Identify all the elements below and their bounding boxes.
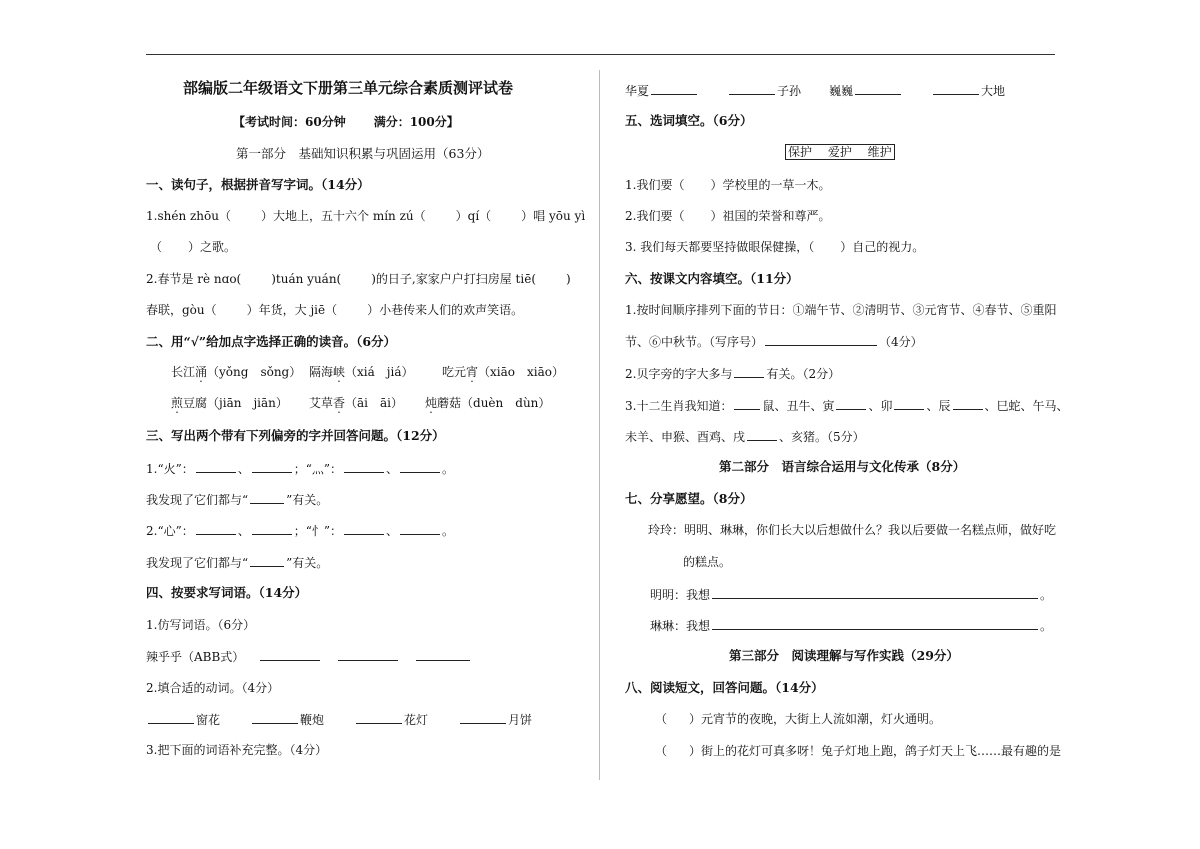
q1-line1b bbox=[150, 239, 236, 255]
q4-sub2: 2.填合适的动词。（4分） bbox=[146, 681, 280, 695]
blank[interactable] bbox=[765, 333, 877, 346]
q5-line3 bbox=[625, 239, 924, 255]
q2-text: （yǒng sǒng） bbox=[207, 365, 302, 379]
q1-text: 2.春节是 rè nɑo( bbox=[146, 272, 242, 286]
exam-title: 部编版二年级语文下册第三单元综合素质测评试卷 bbox=[183, 79, 514, 97]
q8-line2 bbox=[655, 743, 1061, 759]
q8-text: （ bbox=[655, 712, 668, 726]
q4-text: 鞭炮 bbox=[300, 713, 325, 727]
blank[interactable] bbox=[747, 428, 777, 441]
exam-score: 满分：100分】 bbox=[373, 115, 459, 129]
blank[interactable] bbox=[836, 397, 866, 410]
q7-line2: 的糕点。 bbox=[683, 555, 732, 569]
blank[interactable] bbox=[196, 522, 236, 535]
q3-text: ”有关。 bbox=[286, 493, 329, 507]
q7-answer-2 bbox=[650, 617, 1052, 634]
q2-text: 艾草 bbox=[309, 396, 334, 410]
q1-line3 bbox=[146, 302, 523, 318]
q5-text: 1.我们要（ bbox=[625, 178, 685, 192]
top-rule bbox=[146, 54, 1055, 55]
q4-text: 花灯 bbox=[404, 713, 429, 727]
word-choice-box: 保护 爱护 维护 bbox=[785, 144, 895, 160]
q2-dotted-char: 炖 bbox=[425, 396, 438, 410]
blank[interactable] bbox=[651, 82, 697, 95]
q7-line1: 玲玲：明明、琳琳，你们长大以后想做什么？我以后要做一名糕点师，做好吃 bbox=[648, 523, 1057, 537]
blank[interactable] bbox=[250, 554, 284, 567]
q6-text: 有关。（2分） bbox=[766, 367, 841, 381]
blank[interactable] bbox=[252, 522, 292, 535]
q6-text: 未羊、申猴、酉鸡、戌 bbox=[625, 430, 746, 444]
q8-line1 bbox=[655, 711, 941, 727]
q2-word-5 bbox=[309, 395, 403, 411]
q1-title: 一、读句子，根据拼音写字词。（14分） bbox=[146, 177, 370, 192]
q2-text: 隔海 bbox=[309, 365, 334, 379]
blank[interactable] bbox=[260, 648, 320, 661]
q6-text: 、亥猪。（5分） bbox=[779, 430, 865, 444]
q3-text: 。 bbox=[442, 462, 455, 476]
q2-text: 长江 bbox=[171, 365, 196, 379]
q2-word-1 bbox=[171, 364, 301, 380]
q1-text: ）年货，大 jiē（ bbox=[246, 303, 338, 317]
q3-text: 。 bbox=[442, 524, 455, 538]
q1-text: ）之歌。 bbox=[188, 240, 237, 254]
q2-text: （xiá jiá） bbox=[345, 365, 414, 379]
blank[interactable] bbox=[196, 460, 236, 473]
q2-text: 豆腐（jiān jiān） bbox=[183, 396, 288, 410]
q4-text: 月饼 bbox=[508, 713, 533, 727]
q6-text: 、巳蛇、午马、 bbox=[984, 399, 1069, 413]
q4-sub3: 3.把下面的词语补充完整。（4分） bbox=[146, 743, 328, 757]
q3-line2 bbox=[146, 491, 328, 508]
q5-title: 五、选词填空。（6分） bbox=[625, 113, 753, 128]
q2-dotted-char: 宵 bbox=[466, 365, 479, 379]
q3-title: 三、写出两个带有下列偏旁的字并回答问题。（12分） bbox=[146, 428, 445, 443]
q6-text: （4分） bbox=[879, 335, 923, 349]
q4-title: 四、按要求写词语。（14分） bbox=[146, 585, 308, 600]
q2-title: 二、用“√”给加点字选择正确的读音。（6分） bbox=[146, 334, 397, 349]
q4-example bbox=[146, 648, 472, 665]
blank[interactable] bbox=[729, 82, 775, 95]
blank[interactable] bbox=[894, 397, 924, 410]
blank[interactable] bbox=[400, 522, 440, 535]
exam-meta bbox=[233, 114, 459, 130]
q2-text: 吃元 bbox=[442, 365, 467, 379]
q5-text: ）祖国的荣誉和尊严。 bbox=[710, 209, 831, 223]
q6-text: 鼠、丑牛、寅 bbox=[762, 399, 835, 413]
blank[interactable] bbox=[734, 365, 764, 378]
q1-text: 1.shén zhōu（ bbox=[146, 209, 231, 223]
q6-text: 节、⑥中秋节。（写序号） bbox=[625, 335, 764, 349]
q1-line1 bbox=[146, 208, 585, 224]
answer-line[interactable] bbox=[712, 586, 1038, 599]
q4-text: 大地 bbox=[981, 84, 1006, 98]
q2-dotted-char: 香 bbox=[333, 396, 346, 410]
q4-verbs bbox=[146, 711, 532, 728]
q4-sub1: 1.仿写词语。（6分） bbox=[146, 618, 256, 632]
q7-answer-1 bbox=[650, 586, 1052, 603]
q5-text: 3. 我们每天都要坚持做眼保健操，（ bbox=[625, 240, 815, 254]
q6-text: 、卯 bbox=[868, 399, 893, 413]
q4-text: 巍巍 bbox=[829, 84, 854, 98]
q1-text: ) bbox=[566, 272, 571, 286]
q6-line1: 1.按时间顺序排列下面的节日：①端午节、②清明节、③元宵节、④春节、⑤重阳 bbox=[625, 303, 1057, 317]
q2-word-4 bbox=[171, 395, 288, 411]
q3-line3 bbox=[146, 522, 454, 539]
q7-text: 。 bbox=[1040, 619, 1053, 633]
q3-text: 、 bbox=[237, 462, 250, 476]
q3-line4 bbox=[146, 554, 328, 571]
blank[interactable] bbox=[416, 648, 470, 661]
q8-title: 八、阅读短文，回答问题。（14分） bbox=[625, 680, 824, 695]
answer-line[interactable] bbox=[712, 617, 1038, 630]
q1-text: （ bbox=[150, 240, 163, 254]
exam-time: 【考试时间：60分钟 bbox=[233, 115, 346, 129]
q5-line2 bbox=[625, 208, 830, 224]
blank[interactable] bbox=[338, 648, 398, 661]
q6-text: 2.贝字旁的字大多与 bbox=[625, 367, 733, 381]
q3-text: ；“忄”： bbox=[293, 524, 343, 538]
q2-word-2 bbox=[309, 364, 414, 380]
q3-text: 我发现了它们都与“ bbox=[146, 493, 249, 507]
q1-line2 bbox=[146, 271, 571, 287]
q1-text: )tuán yuán( bbox=[271, 272, 342, 286]
q8-text: （ bbox=[655, 744, 668, 758]
q3-text: 、 bbox=[237, 524, 250, 538]
q2-text: （xiāo xiāo） bbox=[478, 365, 565, 379]
q2-text: （āi āi） bbox=[345, 396, 404, 410]
blank[interactable] bbox=[344, 460, 384, 473]
q3-text: 、 bbox=[386, 462, 399, 476]
q4-fill-words bbox=[625, 82, 1005, 99]
blank[interactable] bbox=[734, 397, 760, 410]
q5-text: ）自己的视力。 bbox=[840, 240, 925, 254]
q6-line4 bbox=[625, 397, 1069, 414]
part2-title: 第二部分 语言综合运用与文化传承（8分） bbox=[719, 459, 966, 474]
q4-text: 子孙 bbox=[777, 84, 802, 98]
q3-text: 我发现了它们都与“ bbox=[146, 556, 249, 570]
q1-text: ）qí（ bbox=[455, 209, 492, 223]
q3-text: ”有关。 bbox=[286, 556, 329, 570]
q2-dotted-char: 峡 bbox=[333, 365, 346, 379]
q2-word-3 bbox=[442, 364, 564, 380]
q2-dotted-char: 煎 bbox=[171, 396, 184, 410]
q1-text: ）大地上，五十六个 mín zú（ bbox=[261, 209, 426, 223]
part1-title: 第一部分 基础知识积累与巩固运用（63分） bbox=[236, 146, 490, 161]
q3-text: ；“灬”： bbox=[293, 462, 343, 476]
q6-line5 bbox=[625, 428, 865, 445]
blank[interactable] bbox=[344, 522, 384, 535]
q4-text: 辣乎乎（ABB式） bbox=[146, 650, 245, 664]
q8-text: ）街上的花灯可真多呀！兔子灯地上跑，鸽子灯天上飞……最有趣的是 bbox=[689, 744, 1062, 758]
q2-text: 蘑菇（duèn dùn） bbox=[437, 396, 551, 410]
q3-text: 1.“火”： bbox=[146, 462, 194, 476]
q3-text: 、 bbox=[386, 524, 399, 538]
q3-line1 bbox=[146, 460, 454, 477]
blank[interactable] bbox=[933, 82, 979, 95]
q6-line3 bbox=[625, 365, 840, 382]
column-divider bbox=[599, 70, 600, 780]
q7-text: 。 bbox=[1040, 588, 1053, 602]
blank[interactable] bbox=[148, 711, 194, 724]
q4-text: 华夏 bbox=[625, 84, 650, 98]
blank[interactable] bbox=[252, 460, 292, 473]
blank[interactable] bbox=[855, 82, 901, 95]
q1-text: ）唱 yōu yì bbox=[521, 209, 586, 223]
q1-text: 春联，gòu（ bbox=[146, 303, 217, 317]
q5-text: 2.我们要（ bbox=[625, 209, 685, 223]
q2-dotted-char: 涌 bbox=[195, 365, 208, 379]
q7-title: 七、分享愿望。（8分） bbox=[625, 491, 753, 506]
q4-text: 窗花 bbox=[196, 713, 221, 727]
part3-title: 第三部分 阅读理解与写作实践（29分） bbox=[729, 648, 959, 663]
q7-text: 琳琳：我想 bbox=[650, 619, 711, 633]
q2-word-6 bbox=[425, 395, 550, 411]
blank[interactable] bbox=[252, 711, 298, 724]
q5-line1 bbox=[625, 177, 830, 193]
q6-title: 六、按课文内容填空。（11分） bbox=[625, 271, 799, 286]
blank[interactable] bbox=[953, 397, 983, 410]
blank[interactable] bbox=[250, 491, 284, 504]
q3-text: 2.“心”： bbox=[146, 524, 194, 538]
blank[interactable] bbox=[356, 711, 402, 724]
q6-text: 、辰 bbox=[926, 399, 951, 413]
q6-line2 bbox=[625, 333, 923, 350]
q7-text: 明明：我想 bbox=[650, 588, 711, 602]
blank[interactable] bbox=[460, 711, 506, 724]
q8-text: ）元宵节的夜晚，大街上人流如潮，灯火通明。 bbox=[689, 712, 942, 726]
q6-text: 3.十二生肖我知道： bbox=[625, 399, 733, 413]
blank[interactable] bbox=[400, 460, 440, 473]
q1-text: )的日子,家家户户打扫房屋 tiē( bbox=[371, 272, 537, 286]
q1-text: ）小巷传来人们的欢声笑语。 bbox=[367, 303, 524, 317]
q5-text: ）学校里的一草一木。 bbox=[710, 178, 831, 192]
